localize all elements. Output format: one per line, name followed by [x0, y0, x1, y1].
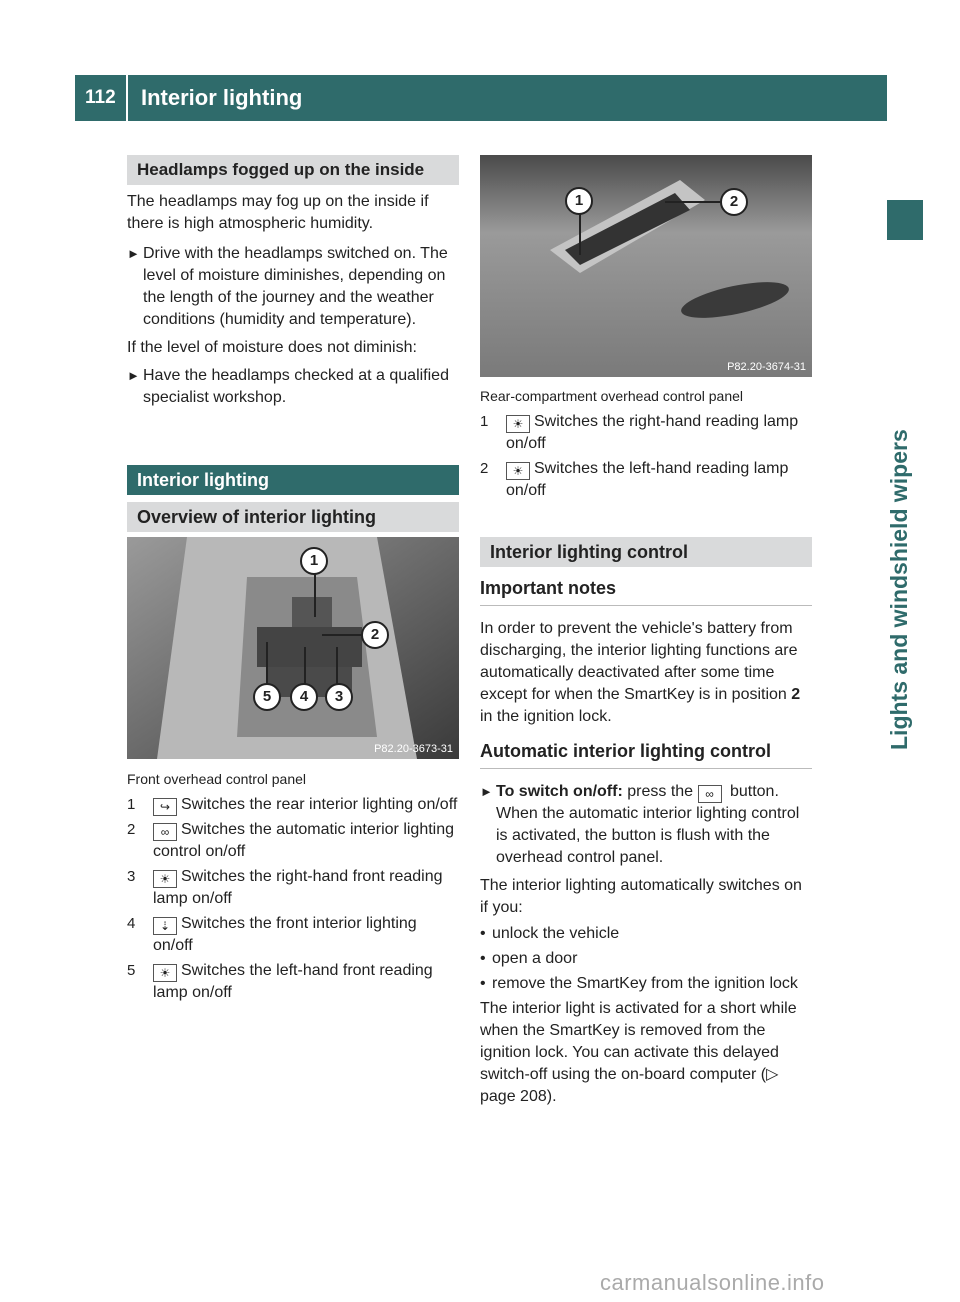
bullet-item: • unlock the vehicle — [480, 925, 620, 942]
fog-intro: The headlamps may fog up on the inside if there is high atmospheric humidity. — [127, 193, 429, 232]
fog-step-2: ► Have the headlamps checked at a qualified specialist workshop. — [127, 367, 449, 406]
item-number-2: 2 — [127, 821, 136, 838]
reading-lamp-icon: ☀ — [506, 415, 530, 433]
step-arrow-icon: ► — [127, 246, 140, 261]
page-number: 112 — [85, 87, 116, 108]
fog-heading: Headlamps fogged up on the inside — [127, 155, 459, 185]
auto-heading: Automatic interior lighting control — [480, 740, 812, 769]
watermark: carmanualsonline.info — [600, 1270, 825, 1295]
rear-panel-legend — [480, 385, 812, 502]
sidebar-section-label: Lights and windshield wipers — [886, 429, 912, 750]
delay-text: The interior light is activated for a short while when the SmartKey is removed from the ignition lock. You can activate this delayed switch-off using the on-board computer (▷ page 208). — [480, 1000, 797, 1105]
item-number-3: 3 — [127, 868, 136, 885]
callout-5: 5 — [253, 683, 281, 711]
notes-text: In order to prevent the vehicle's battery from discharging, the interior lighting functions are automatically deactivated after some time except for when the SmartKey is in position 2 in the ignition lock. — [480, 620, 801, 725]
sidebar-marker — [887, 200, 923, 240]
reading-lamp-icon: ☀ — [506, 462, 530, 480]
callout-1: 1 — [300, 547, 328, 575]
auto-light-off-icon: ∞ — [698, 785, 722, 803]
rear-panel-photo — [480, 155, 812, 377]
item-number-2: 2 — [480, 460, 489, 477]
front-panel-legend — [127, 768, 459, 1004]
legend-item-5: 5 ☀ Switches the left-hand front reading lamp on/off — [127, 962, 433, 1001]
control-section — [480, 537, 812, 1108]
overview-heading: Overview of interior lighting — [127, 502, 459, 532]
header-divider — [126, 75, 128, 121]
left-column — [127, 155, 459, 409]
page-title: Interior lighting — [141, 85, 303, 110]
fog-condition: If the level of moisture does not diminish: — [127, 339, 417, 356]
legend-item-1: 1 ☀ Switches the right-hand reading lamp on/off — [480, 413, 799, 452]
photo-code: P82.20-3674-31 — [727, 361, 806, 373]
callout-2: 2 — [720, 188, 748, 216]
item-number-1: 1 — [127, 796, 136, 813]
interior-lighting-heading-wrap — [127, 465, 459, 495]
front-panel-illustration — [127, 537, 459, 759]
callout-3: 3 — [325, 683, 353, 711]
overview-heading-wrap — [127, 502, 459, 532]
control-heading: Interior lighting control — [480, 537, 812, 567]
item-number-5: 5 — [127, 962, 136, 979]
item-number-4: 4 — [127, 915, 136, 932]
legend-item-1: 1 ↪ Switches the rear interior lighting on/off — [127, 796, 458, 814]
legend-item-3: 3 ☀ Switches the right-hand front reading lamp on/off — [127, 868, 443, 907]
photo-code: P82.20-3673-31 — [374, 743, 453, 755]
front-interior-light-icon: ⇣ — [153, 917, 177, 935]
front-panel-photo — [127, 537, 459, 759]
auto-intro: The interior lighting automatically switches on if you: — [480, 877, 802, 916]
step-arrow-icon: ► — [127, 368, 140, 383]
legend-item-4: 4 ⇣ Switches the front interior lighting on/off — [127, 915, 417, 954]
reading-lamp-icon: ☀ — [153, 870, 177, 888]
legend-item-2: 2 ☀ Switches the left-hand reading lamp on/off — [480, 460, 789, 499]
auto-light-off-icon: ∞ — [153, 823, 177, 841]
auto-step: ► To switch on/off: press the ∞ button. When the automatic interior lighting control is activated, the button is flush with the overhead control panel. — [480, 783, 800, 866]
page-reference[interactable]: (▷ page 208). — [480, 1066, 779, 1105]
reading-lamp-icon: ☀ — [153, 964, 177, 982]
rear-panel-illustration — [480, 155, 812, 377]
legend-item-2: 2 ∞ Switches the automatic interior lighting control on/off — [127, 821, 455, 860]
item-number-1: 1 — [480, 413, 489, 430]
fog-step-1: ► Drive with the headlamps switched on. The level of moisture diminishes, depending on the length of the journey and the weather conditions (humidity and temperature). — [127, 245, 448, 328]
section-heading: Interior lighting — [127, 465, 459, 495]
step-arrow-icon: ► — [480, 784, 493, 799]
bullet-item: • open a door — [480, 950, 578, 967]
rear-light-icon: ↪ — [153, 798, 177, 816]
notes-heading: Important notes — [480, 577, 812, 606]
callout-2: 2 — [361, 621, 389, 649]
callout-4: 4 — [290, 683, 318, 711]
front-panel-caption: Front overhead control panel — [127, 771, 306, 787]
callout-1: 1 — [565, 187, 593, 215]
page-header — [75, 75, 887, 121]
rear-panel-caption: Rear-compartment overhead control panel — [480, 388, 744, 404]
bullet-item: • remove the SmartKey from the ignition lock — [480, 975, 798, 992]
